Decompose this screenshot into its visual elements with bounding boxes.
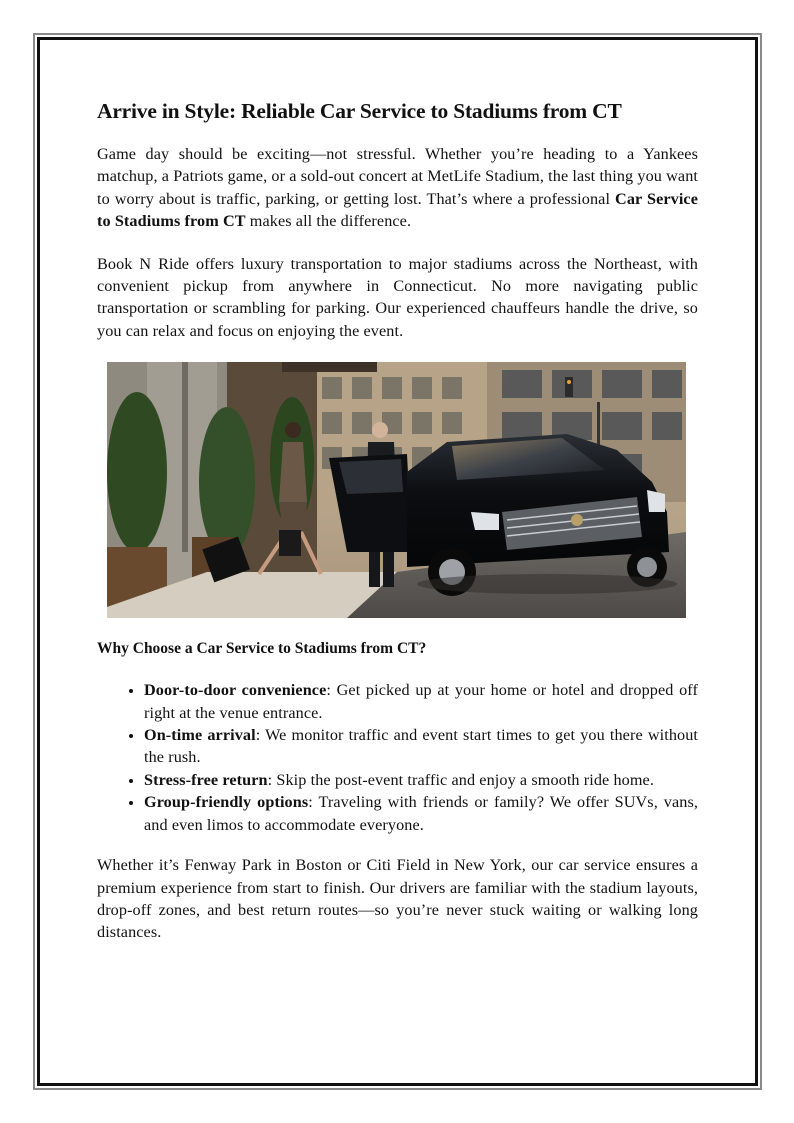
list-item <box>144 791 698 836</box>
document-body <box>97 96 698 964</box>
page-title: Arrive in Style: Reliable Car Service to Stadiums from CT <box>97 99 622 123</box>
list-item <box>144 724 698 769</box>
list-item <box>144 679 698 724</box>
benefit-term: On-time arrival <box>144 726 256 745</box>
benefit-term: Door-to-door convenience <box>144 681 327 700</box>
intro-paragraph <box>97 143 698 233</box>
benefit-text: : Traveling with friends or family? We offer SUVs, vans, and even limos to accommodate everyone. <box>144 793 698 834</box>
benefits-list <box>97 679 698 836</box>
benefit-text: : Get picked up at your home or hotel and dropped off right at the venue entrance. <box>144 681 698 722</box>
benefit-term: Group-friendly options <box>144 793 309 812</box>
list-item <box>144 769 698 791</box>
intro-text-end: makes all the difference. <box>245 212 412 231</box>
why-heading: Why Choose a Car Service to Stadiums from CT? <box>97 640 427 658</box>
benefit-term: Stress-free return <box>144 770 268 789</box>
closing-paragraph: Whether it’s Fenway Park in Boston or Citi Field in New York, our car service ensures a premium experience from start to finish. Our drivers are familiar with the stadium layouts, drop-off zones, and best return routes—so you’re never stuck waiting or walking long distances. <box>97 856 698 942</box>
chauffeur-car-photo <box>107 362 686 618</box>
benefit-text: : Skip the post-event traffic and enjoy a smooth ride home. <box>267 770 654 789</box>
service-paragraph: Book N Ride offers luxury transportation to major stadiums across the Northeast, with convenient pickup from anywhere in Connecticut. No more navigating public transportation or scrambling for parking. Our experienced chauffeurs handle the drive, so you can relax and focus on enjoying the event. <box>97 254 698 340</box>
intro-keyword: Car Service to Stadiums from CT <box>97 189 699 231</box>
intro-text-start: Game day should be exciting—not stressful. Whether you’re heading to a Yankees matchup, a Patriots game, or a sold-out concert at MetLife Stadium, the last thing you want to worry about is traffic, parking, or getting lost. That’s where a professional <box>97 145 698 208</box>
benefit-text: : We monitor traffic and event start times to get you there without the rush. <box>144 726 699 767</box>
